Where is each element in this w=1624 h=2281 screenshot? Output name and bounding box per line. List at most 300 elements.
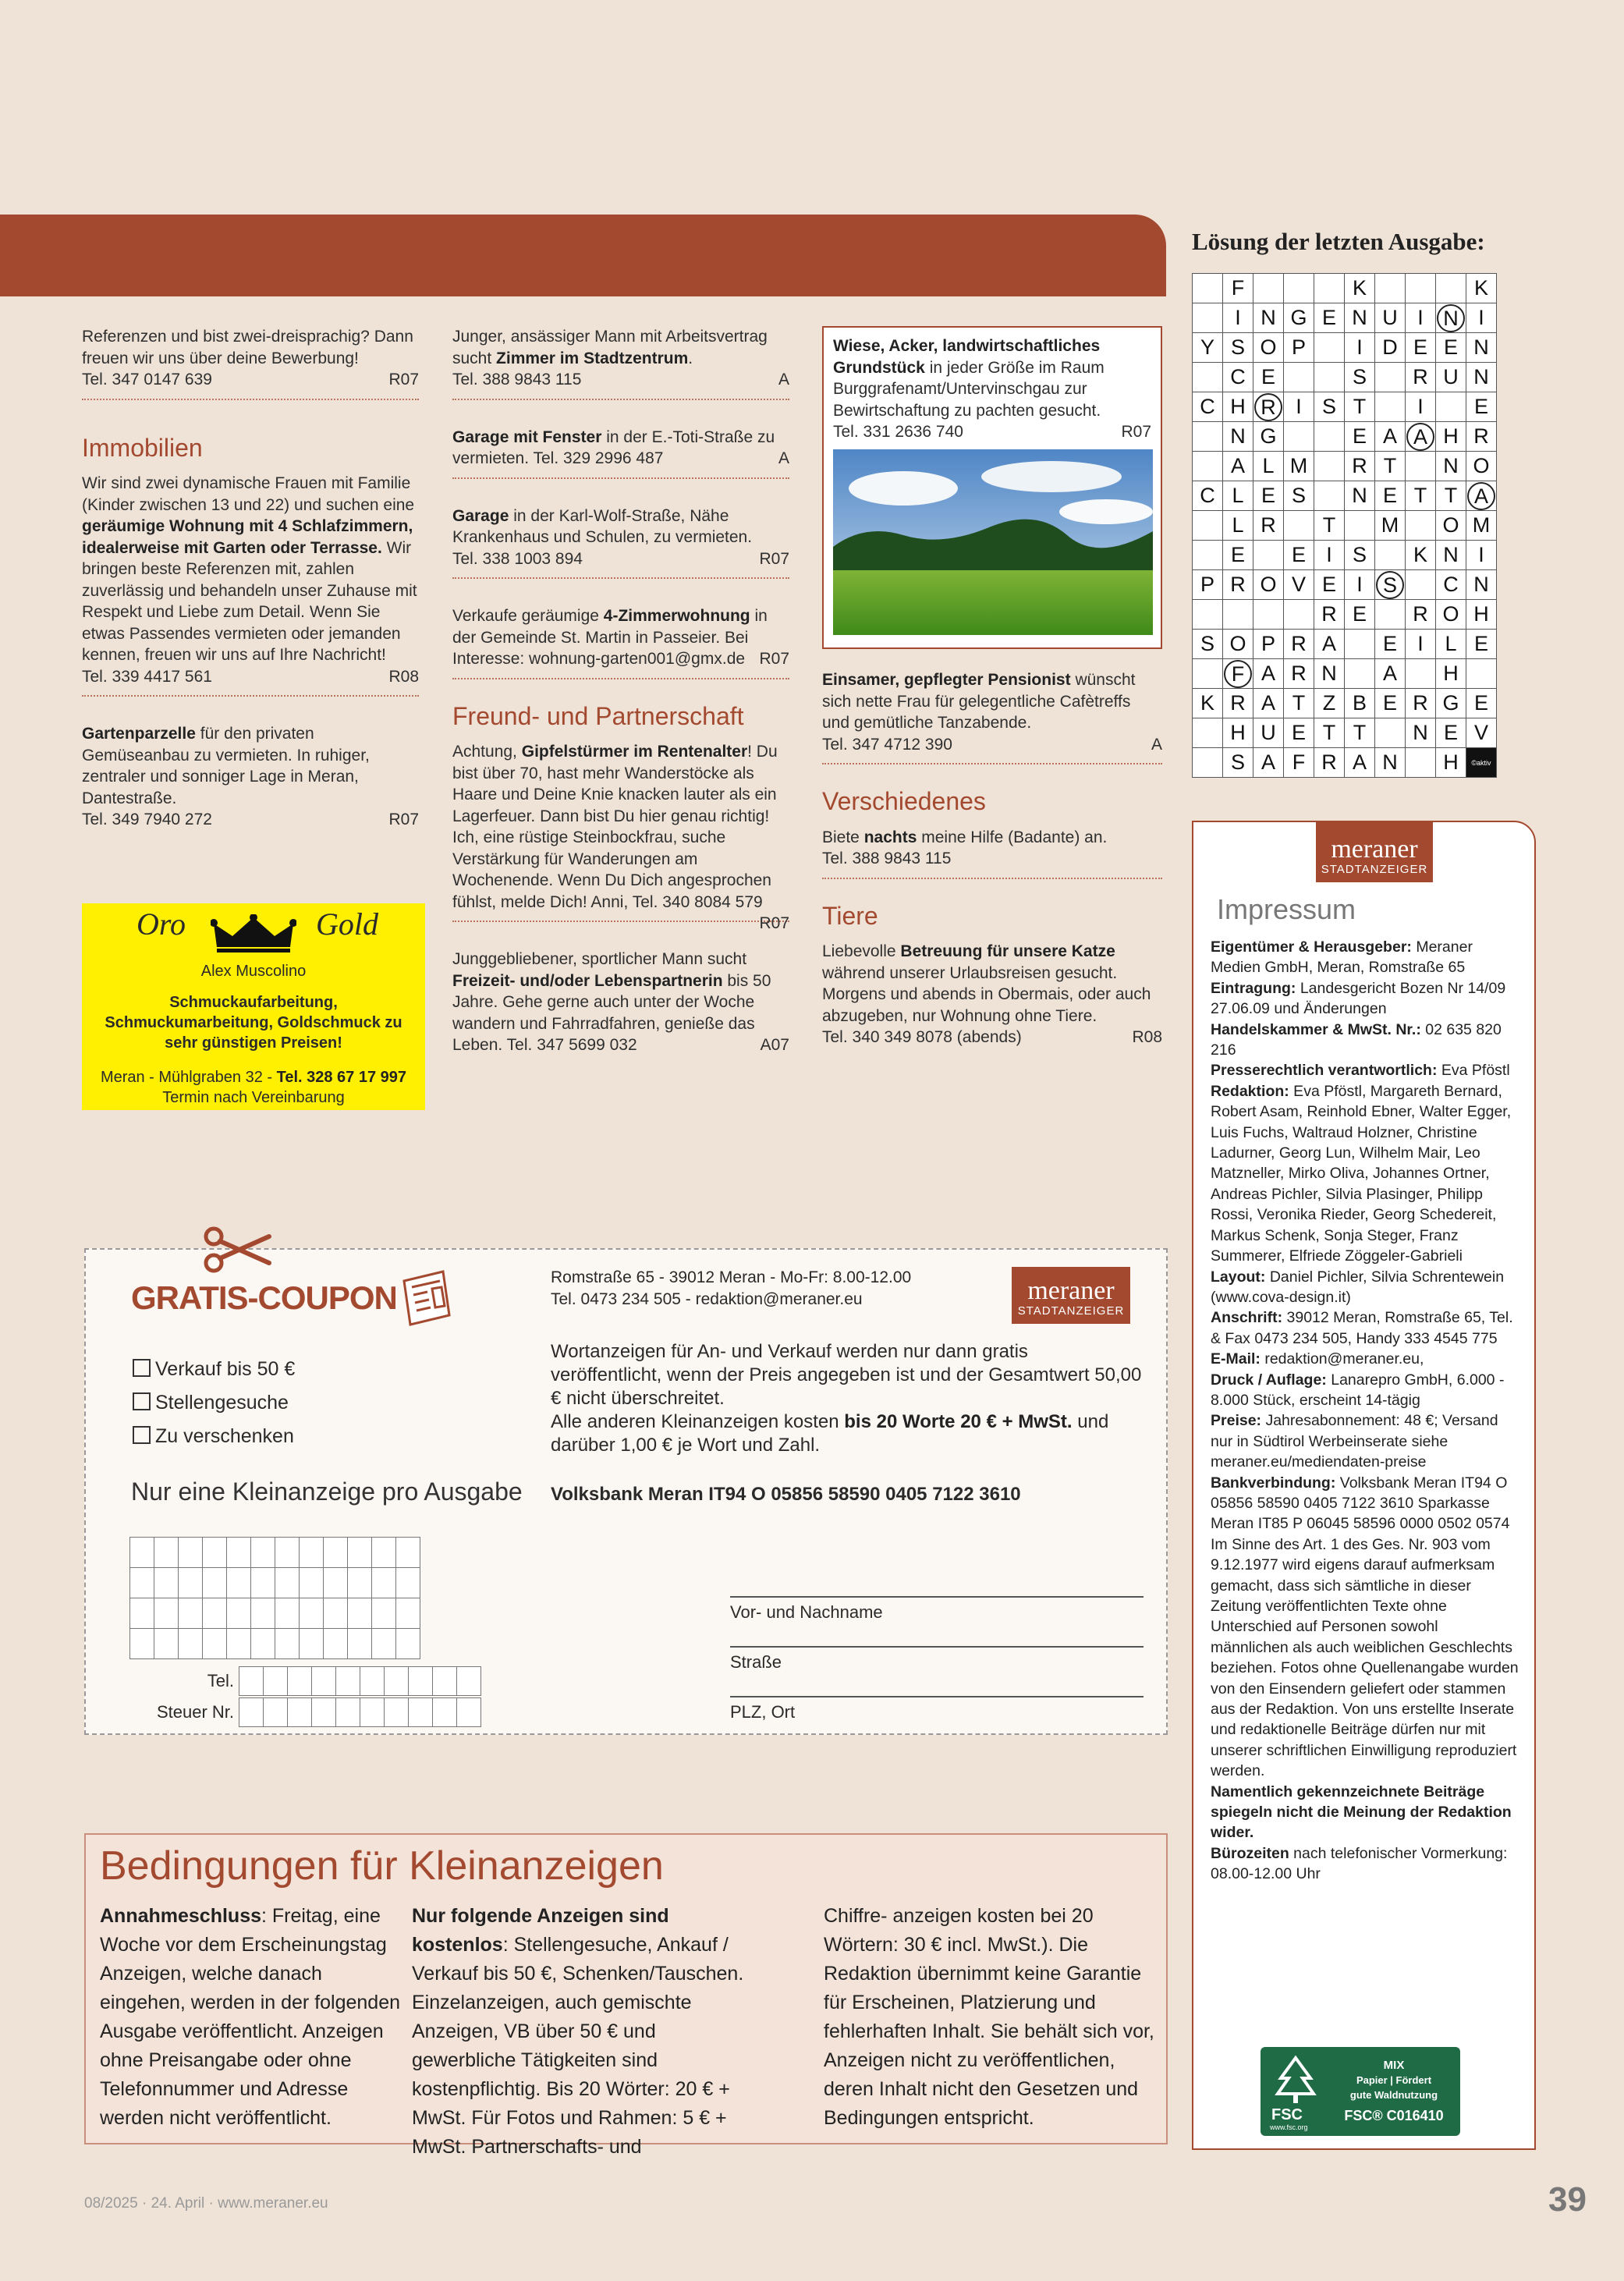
impressum-label: Namentlich gekennzeichnete Beiträge spiegeln nicht die Meinung der Redaktion wider. bbox=[1211, 1783, 1512, 1842]
impressum-value: Daniel Pichler, Silvia Schrentewein (www.cova-design.it) bbox=[1211, 1268, 1505, 1306]
crossword-cell bbox=[1345, 630, 1375, 659]
crossword-cell: A bbox=[1223, 452, 1253, 481]
crossword-cell: I bbox=[1406, 392, 1436, 422]
entry-cell[interactable] bbox=[227, 1629, 251, 1659]
fsc-url: www.fsc.org bbox=[1270, 2123, 1308, 2131]
crossword-cell bbox=[1375, 541, 1406, 570]
entry-cell[interactable] bbox=[130, 1598, 154, 1629]
street-field-line[interactable] bbox=[730, 1646, 1144, 1648]
ad-tel: Tel. 331 2636 740 bbox=[833, 423, 963, 441]
ad-code: R07 bbox=[388, 811, 419, 828]
crossword-cell: N bbox=[1436, 541, 1466, 570]
crossword-cell bbox=[1406, 570, 1436, 600]
crossword-cell: E bbox=[1314, 303, 1345, 333]
entry-cell[interactable] bbox=[130, 1629, 154, 1659]
impressum-value: redaktion@meraner.eu, bbox=[1260, 1350, 1424, 1368]
crossword-cell: I bbox=[1223, 303, 1253, 333]
crossword-cell: S bbox=[1193, 630, 1223, 659]
crossword-cell: K bbox=[1345, 274, 1375, 303]
crossword-cell: H bbox=[1223, 392, 1253, 422]
crossword-cell bbox=[1253, 541, 1284, 570]
entry-cell[interactable] bbox=[251, 1598, 275, 1629]
entry-cell[interactable] bbox=[324, 1538, 348, 1568]
entry-cell[interactable] bbox=[251, 1538, 275, 1568]
crossword-cell: R bbox=[1223, 570, 1253, 600]
crossword-cell: E bbox=[1466, 689, 1497, 718]
entry-cell[interactable] bbox=[385, 1667, 409, 1696]
crossword-cell: R bbox=[1314, 748, 1345, 778]
fsc-tree-icon bbox=[1270, 2055, 1321, 2106]
text-entry-grid[interactable] bbox=[129, 1537, 420, 1659]
crossword-cell: K bbox=[1406, 541, 1436, 570]
jewelry-name: Alex Muscolino bbox=[200, 963, 307, 980]
ad-wiese: Wiese, Acker, landwirtschaftliches Grundstück in jeder Größe im Raum Burggrafenamt/Untervinschgau zur Bewirtschaftung zu pachten gesucht. Tel. 331 2636 740 R07 bbox=[822, 326, 1162, 649]
entry-cell[interactable] bbox=[409, 1667, 433, 1696]
tel-label: Tel. bbox=[207, 1671, 234, 1690]
header-banner bbox=[0, 215, 1166, 296]
crossword-cell: I bbox=[1284, 392, 1314, 422]
heading-immobilien: Immobilien bbox=[82, 433, 203, 462]
ad-zimmer: Junger, ansässiger Mann mit Arbeitsvertrag sucht Zimmer im Stadtzentrum. Tel. 388 9843 115 A bbox=[452, 326, 789, 400]
tel-entry-grid[interactable] bbox=[239, 1666, 481, 1696]
crossword-cell: Y bbox=[1193, 333, 1223, 363]
entry-cell[interactable] bbox=[372, 1598, 396, 1629]
ad-garage-karl-wolf: Garage in der Karl-Wolf-Straße, Nähe Krankenhaus und Schulen, zu vermieten. Tel. 338 1003 894 R07 bbox=[452, 506, 789, 580]
impressum-label: Eintragung: bbox=[1211, 979, 1296, 997]
impressum-value: 02 635 820 216 bbox=[1211, 1020, 1502, 1059]
impressum-label: Eigentümer & Herausgeber: bbox=[1211, 938, 1412, 956]
impressum-value: 39012 Meran, Romstraße 65, Tel. & Fax 0473 234 505, Handy 333 4545 775 bbox=[1211, 1309, 1513, 1347]
bedingungen-col3: Chiffre- anzeigen kosten bei 20 Wörtern: 30 € incl. MwSt.). Die Redaktion übernimmt keine Garantie für Erscheinen, Platzierung und fehlerhaften Inhalt. Sie behält sich vor, Anzeigen nicht zu veröffentlichen, deren Inhalt nicht den Gesetzen und Bedingungen entspricht. bbox=[824, 1905, 1154, 2129]
impressum-label: Bürozeiten bbox=[1211, 1844, 1289, 1862]
crossword-cell: S bbox=[1223, 748, 1253, 778]
crossword-cell: O bbox=[1436, 600, 1466, 630]
circled-letter: F bbox=[1224, 660, 1252, 688]
entry-cell[interactable] bbox=[203, 1629, 227, 1659]
ad-tel: Tel. 339 4417 561 bbox=[82, 667, 212, 686]
entry-cell[interactable] bbox=[239, 1667, 264, 1696]
crossword-cell: E bbox=[1375, 689, 1406, 718]
entry-cell[interactable] bbox=[154, 1629, 179, 1659]
crossword-cell: A bbox=[1345, 748, 1375, 778]
option-verschenken[interactable]: Zu verschenken bbox=[133, 1420, 295, 1453]
ad-tel: Tel. 388 9843 115 bbox=[822, 850, 952, 867]
crossword-cell bbox=[1193, 718, 1223, 748]
entry-cell[interactable] bbox=[300, 1568, 324, 1598]
crossword-cell bbox=[1284, 363, 1314, 392]
entry-cell[interactable] bbox=[348, 1598, 372, 1629]
crossword-cell: V bbox=[1284, 570, 1314, 600]
crossword-cell: F bbox=[1284, 748, 1314, 778]
crossword-cell: C bbox=[1193, 481, 1223, 511]
ad-tel: Tel. 349 7940 272 bbox=[82, 811, 212, 828]
entry-cell[interactable] bbox=[179, 1598, 203, 1629]
option-verkauf[interactable]: Verkauf bis 50 € bbox=[133, 1353, 295, 1386]
crossword-cell: E bbox=[1466, 392, 1497, 422]
ad-gartenparzelle: Gartenparzelle für den privaten Gemüseanbau zu vermieten. In ruhiger, zentraler und sonniger Lage in Meran, Dantestraße. Tel. 349 7940 272 R07 bbox=[82, 723, 419, 839]
impressum-label: Bankverbindung: bbox=[1211, 1474, 1336, 1492]
entry-cell[interactable] bbox=[275, 1568, 300, 1598]
ad-code: A bbox=[1151, 735, 1162, 754]
ad-code: A bbox=[778, 371, 789, 388]
entry-cell[interactable] bbox=[227, 1598, 251, 1629]
crossword-cell: I bbox=[1345, 570, 1375, 600]
crossword-cell bbox=[1375, 570, 1406, 600]
crossword-cell: R bbox=[1284, 659, 1314, 689]
newspaper-icon bbox=[396, 1265, 456, 1328]
ad-code: R07 bbox=[388, 371, 419, 388]
meadow-photo bbox=[833, 449, 1153, 635]
crossword-cell: T bbox=[1406, 481, 1436, 511]
checkbox[interactable] bbox=[133, 1359, 151, 1377]
entry-cell[interactable] bbox=[336, 1698, 360, 1727]
crossword-cell: I bbox=[1314, 541, 1345, 570]
crossword-cell bbox=[1223, 600, 1253, 630]
crossword-cell: R bbox=[1253, 511, 1284, 541]
entry-cell[interactable] bbox=[179, 1568, 203, 1598]
crossword-cell: M bbox=[1375, 511, 1406, 541]
crossword-cell: E bbox=[1345, 422, 1375, 452]
crossword-credit: ©aktiv bbox=[1466, 748, 1497, 778]
crossword-cell bbox=[1314, 481, 1345, 511]
impressum-label: Redaktion: bbox=[1211, 1082, 1289, 1100]
coupon-address: Romstraße 65 - 39012 Meran - Mo-Fr: 8.00-12.00 bbox=[551, 1268, 912, 1286]
circled-letter: A bbox=[1467, 482, 1495, 510]
entry-cell[interactable] bbox=[385, 1698, 409, 1727]
crossword-cell: S bbox=[1345, 541, 1375, 570]
city-label: PLZ, Ort bbox=[730, 1702, 796, 1722]
crossword-cell: L bbox=[1436, 630, 1466, 659]
crossword-cell: B bbox=[1345, 689, 1375, 718]
entry-cell[interactable] bbox=[433, 1667, 457, 1696]
ad-referenzen bbox=[82, 326, 419, 400]
entry-cell[interactable] bbox=[372, 1629, 396, 1659]
ad-code: A bbox=[778, 449, 789, 467]
crossword-cell: E bbox=[1375, 481, 1406, 511]
tax-label: Steuer Nr. bbox=[156, 1702, 234, 1722]
crossword-cell bbox=[1193, 422, 1223, 452]
crossword-cell: N bbox=[1406, 718, 1436, 748]
footer-issue: 08/2025 · 24. April · www.meraner.eu bbox=[84, 2195, 328, 2212]
crossword-cell: R bbox=[1284, 630, 1314, 659]
crossword-cell bbox=[1223, 659, 1253, 689]
crossword-cell: O bbox=[1253, 570, 1284, 600]
entry-cell[interactable] bbox=[324, 1568, 348, 1598]
crossword-cell: U bbox=[1253, 718, 1284, 748]
right-column bbox=[822, 326, 1162, 1083]
crossword-cell: R bbox=[1406, 600, 1436, 630]
ad-code: R07 bbox=[759, 914, 789, 932]
crossword-cell: R bbox=[1406, 363, 1436, 392]
crossword-cell: L bbox=[1253, 452, 1284, 481]
crossword-cell: C bbox=[1193, 392, 1223, 422]
crossword-cell: S bbox=[1223, 333, 1253, 363]
crossword-cell bbox=[1284, 422, 1314, 452]
entry-cell[interactable] bbox=[348, 1538, 372, 1568]
entry-cell[interactable] bbox=[396, 1568, 420, 1598]
entry-cell[interactable] bbox=[203, 1538, 227, 1568]
entry-cell[interactable] bbox=[130, 1538, 154, 1568]
entry-cell[interactable] bbox=[154, 1538, 179, 1568]
crossword-cell bbox=[1406, 452, 1436, 481]
crossword-cell: T bbox=[1284, 689, 1314, 718]
entry-cell[interactable] bbox=[288, 1667, 312, 1696]
crossword-cell bbox=[1375, 363, 1406, 392]
entry-cell[interactable] bbox=[336, 1667, 360, 1696]
ad-garage-fenster: Garage mit Fenster in der E.-Toti-Straße zu vermieten. Tel. 329 2996 487 A bbox=[452, 427, 789, 479]
entry-cell[interactable] bbox=[239, 1698, 264, 1727]
crossword-cell: E bbox=[1345, 600, 1375, 630]
checkbox[interactable] bbox=[133, 1392, 151, 1410]
crossword-cell: N bbox=[1375, 748, 1406, 778]
crossword-title: Lösung der letzten Ausgabe: bbox=[1192, 228, 1485, 255]
entry-cell[interactable] bbox=[348, 1568, 372, 1598]
crossword-solution bbox=[1192, 273, 1497, 778]
crossword-cell: H bbox=[1466, 600, 1497, 630]
entry-cell[interactable] bbox=[396, 1629, 420, 1659]
crossword-cell: A bbox=[1253, 748, 1284, 778]
crossword-cell bbox=[1253, 392, 1284, 422]
crossword-cell: A bbox=[1253, 689, 1284, 718]
jewelry-address: Meran - Mühlgraben 32 - bbox=[100, 1069, 277, 1086]
crossword-cell: O bbox=[1436, 511, 1466, 541]
ad-code: R07 bbox=[759, 549, 789, 568]
crossword-cell: S bbox=[1314, 392, 1345, 422]
crossword-cell bbox=[1193, 303, 1223, 333]
crossword-cell bbox=[1375, 392, 1406, 422]
crossword-cell: V bbox=[1466, 718, 1497, 748]
crossword-cell bbox=[1314, 333, 1345, 363]
crossword-cell: U bbox=[1436, 363, 1466, 392]
crown-icon bbox=[211, 914, 296, 953]
crossword-cell: A bbox=[1375, 659, 1406, 689]
crossword-grid bbox=[1192, 273, 1497, 778]
city-field-line[interactable] bbox=[730, 1696, 1144, 1697]
coupon-bank: Volksbank Meran IT94 O 05856 58590 0405 7122 3610 bbox=[551, 1484, 1021, 1505]
crossword-cell: D bbox=[1375, 333, 1406, 363]
ad-junggeblieben: Junggebliebener, sportlicher Mann sucht Freizeit- und/oder Lebenspartnerin bis 50 Jahre. Gehe gerne auch unter der Woche wandern und Fahrradfahren, genieße das Leben. Tel. 347 5699 032 A07 bbox=[452, 949, 789, 1064]
bedingungen-col2: Nur folgende Anzeigen sind kostenlos: Stellengesuche, Ankauf / Verkauf bis 50 €, Schenken/Tauschen. Einzelanzeigen, auch gemischte Anzeigen, VB über 50 € und gewerbliche Tätigkeiten sind kostenpflichtig. Bis 20 Wörter: 20 € + MwSt. Für Fotos und Rahmen: 5 € + MwSt. Partnerschafts- und bbox=[412, 1905, 744, 2158]
impressum-value: Volksbank Meran IT94 O 05856 58590 0405 7122 3610 Sparkasse Meran IT85 P 06045 58596 0000 0502 0574 Im Sinne des Art. 1 des Ges. Nr. 903 vom 9.12.1977 wird eigens darauf aufmerksam gemacht, dass sich sämtliche in dieser Zeitung veröffentlichten Texte ohne Unterschied auf Personen sowohl männlichen als auch weiblichen Geschlechts beziehen. Fotos ohne Quellenangabe wurden von den Einsendern geliefert oder stammen aus der Redaktion. Von uns erstellte Inserate und redaktionelle Beiträge dürfen nur mit unserer schriftlichen Einwilligung reproduziert werden. bbox=[1211, 1474, 1519, 1780]
crossword-cell: H bbox=[1436, 422, 1466, 452]
ad-text: Referenzen und bist zwei-dreisprachig? Dann freuen wir uns über deine Bewerbung! bbox=[82, 328, 413, 367]
crossword-cell bbox=[1406, 422, 1436, 452]
crossword-cell: U bbox=[1375, 303, 1406, 333]
entry-cell[interactable] bbox=[227, 1568, 251, 1598]
impressum-value: Lanarepro GmbH, 6.000 - 8.000 Stück, erscheint 14-tägig bbox=[1211, 1371, 1505, 1409]
crossword-cell: C bbox=[1436, 570, 1466, 600]
crossword-cell bbox=[1406, 659, 1436, 689]
entry-cell[interactable] bbox=[203, 1598, 227, 1629]
crossword-cell bbox=[1436, 392, 1466, 422]
ad-tel: Tel. 338 1003 894 bbox=[452, 549, 583, 568]
entry-cell[interactable] bbox=[275, 1538, 300, 1568]
impressum-label: Anschrift: bbox=[1211, 1309, 1283, 1327]
crossword-cell: A bbox=[1314, 630, 1345, 659]
tax-entry-grid[interactable] bbox=[239, 1697, 481, 1727]
entry-cell[interactable] bbox=[457, 1698, 481, 1727]
gratis-coupon: GRATIS-COUPON Romstraße 65 - 39012 Meran - Mo-Fr: 8.00-12.00 Tel. 0473 234 505 - redaktion@meraner.eu meraner STADTANZEIGER Verkauf bis 50 € Stellengesuche Zu verschenken Wortanzeigen für An- und Verkauf werden nur dann gratis veröffentlicht, wenn der Preis angegeben ist und der Gesamtwert 50,00 € nicht überschreitet. Alle anderen Kleinanzeigen kosten bis 20 Worte 20 € + MwSt. und darüber 1,00 € je Wort und Zahl. Nur eine Kleinanzeige pro Ausgabe Volksbank Meran IT94 O 05856 58590 0405 7122 3610 Tel. Steuer Nr. Vor- und Nachname Straße PLZ, Ort bbox=[84, 1248, 1168, 1735]
impressum-value: Jahresabonnement: 48 €; Versand nur in Südtirol Werbeinserate siehe meraner.eu/mediendaten-preise bbox=[1211, 1412, 1498, 1471]
crossword-cell: E bbox=[1284, 541, 1314, 570]
jewelry-gold: Gold bbox=[316, 906, 378, 942]
crossword-cell: T bbox=[1314, 511, 1345, 541]
crossword-cell: K bbox=[1193, 689, 1223, 718]
entry-cell[interactable] bbox=[324, 1629, 348, 1659]
crossword-cell bbox=[1466, 481, 1497, 511]
crossword-cell: E bbox=[1223, 541, 1253, 570]
entry-cell[interactable] bbox=[203, 1568, 227, 1598]
ad-code: A07 bbox=[760, 1036, 789, 1054]
crossword-cell: G bbox=[1284, 303, 1314, 333]
crossword-cell: I bbox=[1345, 333, 1375, 363]
crossword-cell: N bbox=[1466, 333, 1497, 363]
option-stellengesuche[interactable]: Stellengesuche bbox=[133, 1386, 295, 1420]
crossword-cell bbox=[1253, 600, 1284, 630]
crossword-cell: R bbox=[1345, 452, 1375, 481]
entry-cell[interactable] bbox=[251, 1568, 275, 1598]
impressum-value: Eva Pföstl bbox=[1437, 1062, 1510, 1080]
crossword-cell: E bbox=[1436, 718, 1466, 748]
ad-wohnung: Verkaufe geräumige 4-Zimmerwohnung in der Gemeinde St. Martin in Passeier. Bei Interesse: wohnung-garten001@gmx.de R07 bbox=[452, 605, 789, 679]
entry-cell[interactable] bbox=[179, 1629, 203, 1659]
entry-cell[interactable] bbox=[288, 1698, 312, 1727]
coupon-info1: Wortanzeigen für An- und Verkauf werden nur dann gratis veröffentlicht, wenn der Preis angegeben ist und der Gesamtwert 50,00 € nicht überschreitet. bbox=[551, 1341, 1142, 1409]
crossword-cell bbox=[1345, 659, 1375, 689]
crossword-cell bbox=[1436, 274, 1466, 303]
entry-cell[interactable] bbox=[275, 1629, 300, 1659]
impressum-text bbox=[1193, 937, 1534, 1885]
crossword-cell: T bbox=[1314, 718, 1345, 748]
crossword-cell: R bbox=[1406, 689, 1436, 718]
entry-cell[interactable] bbox=[372, 1538, 396, 1568]
crossword-cell bbox=[1284, 600, 1314, 630]
fsc-badge bbox=[1261, 2047, 1460, 2136]
crossword-cell: E bbox=[1284, 718, 1314, 748]
entry-cell[interactable] bbox=[264, 1667, 288, 1696]
impressum-box bbox=[1192, 821, 1536, 2150]
crossword-cell bbox=[1375, 274, 1406, 303]
ad-code: R08 bbox=[1132, 1028, 1162, 1046]
street-label: Straße bbox=[730, 1652, 782, 1672]
circled-letter: R bbox=[1254, 393, 1282, 421]
crossword-cell: T bbox=[1375, 452, 1406, 481]
checkbox[interactable] bbox=[133, 1426, 151, 1444]
crossword-cell: N bbox=[1345, 481, 1375, 511]
crossword-cell bbox=[1193, 363, 1223, 392]
entry-cell[interactable] bbox=[360, 1698, 385, 1727]
crossword-cell: H bbox=[1436, 659, 1466, 689]
entry-cell[interactable] bbox=[227, 1538, 251, 1568]
entry-cell[interactable] bbox=[433, 1698, 457, 1727]
crossword-cell: N bbox=[1223, 422, 1253, 452]
impressum-value: Meraner Medien GmbH, Meran, Romstraße 65 bbox=[1211, 938, 1473, 977]
middle-column bbox=[452, 326, 789, 1091]
crossword-cell bbox=[1193, 541, 1223, 570]
jewelry-ad bbox=[82, 903, 425, 1110]
crossword-cell bbox=[1193, 600, 1223, 630]
circled-letter: S bbox=[1376, 571, 1404, 599]
ad-code: R08 bbox=[388, 667, 419, 686]
fsc-label: FSC bbox=[1271, 2106, 1303, 2123]
ad-nachts: Biete nachts meine Hilfe (Badante) an. Tel. 388 9843 115 bbox=[822, 827, 1162, 879]
crossword-cell bbox=[1406, 274, 1436, 303]
entry-cell[interactable] bbox=[457, 1667, 481, 1696]
entry-cell[interactable] bbox=[154, 1598, 179, 1629]
impressum-label: E-Mail: bbox=[1211, 1350, 1261, 1368]
entry-cell[interactable] bbox=[348, 1629, 372, 1659]
crossword-cell bbox=[1284, 274, 1314, 303]
crossword-cell: R bbox=[1223, 689, 1253, 718]
entry-cell[interactable] bbox=[300, 1598, 324, 1629]
ad-katze: Liebevolle Betreuung für unsere Katze während unserer Urlaubsreisen gesucht. Morgens und abends in Obermais, oder auch abzugeben, nur Wohnung ohne Tiere. Tel. 340 349 8078 (abends) R08 bbox=[822, 941, 1162, 1056]
entry-cell[interactable] bbox=[154, 1568, 179, 1598]
impressum-value: Eva Pföstl, Margareth Bernard, Robert Asam, Reinhold Ebner, Walter Egger, Luis Fuchs, Waltraud Holzner, Christine Ladurner, Georg Lun, Wilhelm Mair, Leo Matzneller, Mirko Oliva, Johannes Ortner, Andreas Pichler, Silvia Plasinger, Philipp Rossi, Veronika Rieder, Georg Schedereit, Markus Schenk, Sonja Steger, Franz Summerer, Elfriede Zöggeler-Gabrieli bbox=[1211, 1082, 1512, 1265]
entry-cell[interactable] bbox=[396, 1598, 420, 1629]
crossword-cell bbox=[1314, 363, 1345, 392]
entry-cell[interactable] bbox=[275, 1598, 300, 1629]
crossword-cell: N bbox=[1314, 659, 1345, 689]
ad-pensionist: Einsamer, gepflegter Pensionist wünscht sich nette Frau für gelegentliche Cafètreffs und gemütliche Tanzabende. Tel. 347 4712 390 A bbox=[822, 669, 1162, 764]
crossword-cell bbox=[1193, 274, 1223, 303]
crossword-cell: C bbox=[1223, 363, 1253, 392]
entry-cell[interactable] bbox=[179, 1538, 203, 1568]
heading-verschiedenes: Verschiedenes bbox=[822, 787, 986, 815]
crossword-cell: S bbox=[1345, 363, 1375, 392]
coupon-title: GRATIS-COUPON bbox=[131, 1279, 397, 1316]
crossword-cell: E bbox=[1436, 333, 1466, 363]
entry-cell[interactable] bbox=[130, 1568, 154, 1598]
crossword-cell: O bbox=[1253, 333, 1284, 363]
entry-cell[interactable] bbox=[396, 1538, 420, 1568]
crossword-cell: M bbox=[1284, 452, 1314, 481]
entry-cell[interactable] bbox=[312, 1698, 336, 1727]
crossword-cell: P bbox=[1253, 630, 1284, 659]
crossword-cell: I bbox=[1466, 303, 1497, 333]
crossword-cell: E bbox=[1375, 630, 1406, 659]
page-number: 39 bbox=[1548, 2180, 1587, 2219]
entry-cell[interactable] bbox=[300, 1629, 324, 1659]
crossword-cell bbox=[1314, 274, 1345, 303]
fsc-line2: gute Waldnutzung bbox=[1349, 2089, 1438, 2101]
crossword-cell bbox=[1314, 452, 1345, 481]
entry-cell[interactable] bbox=[360, 1667, 385, 1696]
ad-tel: Tel. 347 0147 639 bbox=[82, 371, 212, 388]
ad-tel: Tel. 340 349 8078 (abends) bbox=[822, 1028, 1022, 1046]
fsc-line1: Papier | Fördert bbox=[1356, 2074, 1432, 2086]
name-label: Vor- und Nachname bbox=[730, 1602, 883, 1622]
crossword-cell bbox=[1406, 748, 1436, 778]
entry-cell[interactable] bbox=[409, 1698, 433, 1727]
name-field-line[interactable] bbox=[730, 1596, 1144, 1598]
ad-tel: Tel. 347 4712 390 bbox=[822, 735, 952, 754]
crossword-cell: N bbox=[1436, 452, 1466, 481]
crossword-cell: I bbox=[1406, 630, 1436, 659]
crossword-cell: E bbox=[1253, 481, 1284, 511]
coupon-one-ad: Nur eine Kleinanzeige pro Ausgabe bbox=[131, 1478, 523, 1506]
crossword-cell bbox=[1314, 422, 1345, 452]
entry-cell[interactable] bbox=[372, 1568, 396, 1598]
entry-cell[interactable] bbox=[264, 1698, 288, 1727]
heading-freund: Freund- und Partnerschaft bbox=[452, 701, 744, 730]
entry-cell[interactable] bbox=[312, 1667, 336, 1696]
entry-cell[interactable] bbox=[251, 1629, 275, 1659]
jewelry-oro: Oro bbox=[137, 906, 186, 942]
entry-cell[interactable] bbox=[300, 1538, 324, 1568]
crossword-cell: R bbox=[1466, 422, 1497, 452]
impressum-value: Landesgericht Bozen Nr 14/09 27.06.09 und Änderungen bbox=[1211, 979, 1506, 1018]
entry-cell[interactable] bbox=[324, 1598, 348, 1629]
